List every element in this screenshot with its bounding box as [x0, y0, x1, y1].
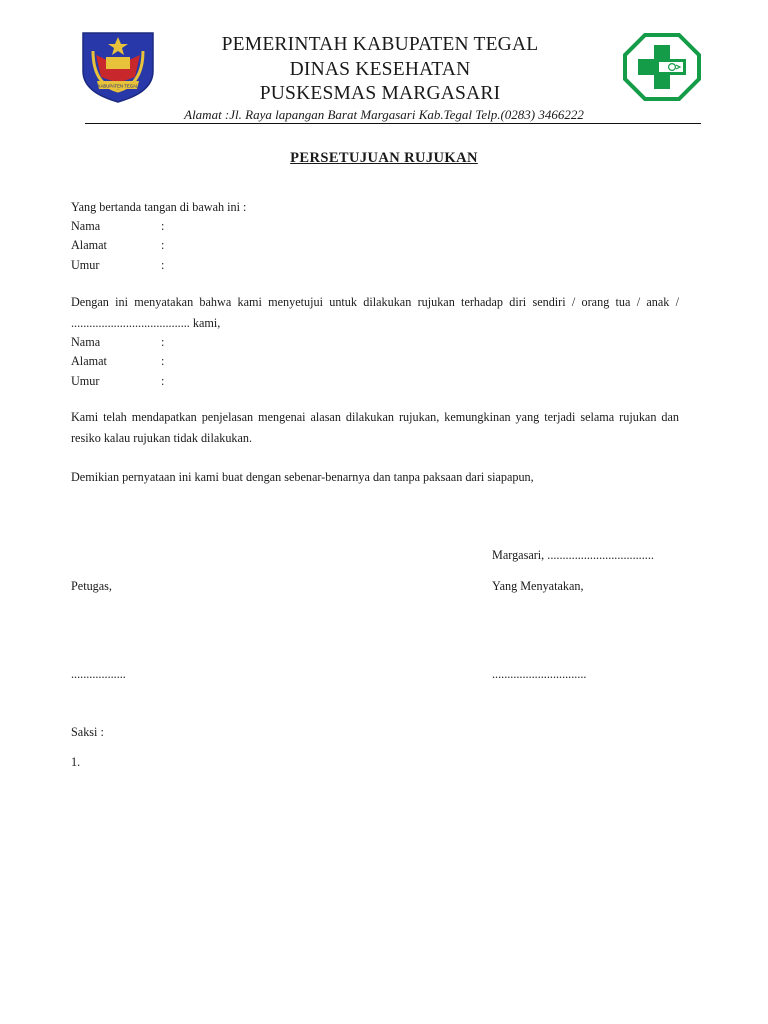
field-label: Nama: [71, 335, 101, 349]
witness-label: Saksi :: [71, 725, 104, 739]
emblem-text: KABUPATEN TEGAL: [97, 83, 139, 89]
witness-item: 1.: [71, 755, 81, 769]
explanation-paragraph: Kami telah mendapatkan penjelasan mengenai alasan dilakukan rujukan, kemungkinan yang terjadi selama rujukan dan resiko kalau rujukan tidak dilakukan.: [71, 410, 679, 445]
officer-signature-line: ..................: [71, 667, 126, 681]
header-government: PEMERINTAH KABUPATEN TEGAL: [221, 34, 539, 55]
field-separator: :: [161, 258, 165, 272]
document-title: PERSETUJUAN RUJUKAN: [290, 150, 478, 166]
place-date: Margasari, ...................................: [492, 548, 654, 562]
field-label: Umur: [71, 374, 100, 388]
kabupaten-tegal-emblem-icon: [79, 31, 157, 103]
field-label: Alamat: [71, 238, 107, 252]
declarant-label: Yang Menyatakan,: [492, 579, 584, 593]
field-separator: :: [161, 354, 165, 368]
field-separator: :: [161, 219, 165, 233]
address-line: Alamat :Jl. Raya lapangan Barat Margasari Kab.Tegal Telp.(0283) 3466222: [184, 107, 584, 122]
field-label: Alamat: [71, 354, 107, 368]
field-label: Nama: [71, 219, 101, 233]
consent-statement: Dengan ini menyatakan bahwa kami menyetujui untuk dilakukan rujukan terhadap diri sendiri / orang tua / anak / ....................................... kami,: [71, 295, 679, 330]
puskesmas-cross-logo-icon: [623, 33, 701, 101]
header-divider: [85, 123, 701, 124]
closing-statement: Demikian pernyataan ini kami buat dengan sebenar-benarnya dan tanpa paksaan dari siapapun,: [71, 470, 534, 484]
field-separator: :: [161, 374, 165, 388]
officer-label: Petugas,: [71, 579, 112, 593]
header-puskesmas: PUSKESMAS MARGASARI: [259, 83, 501, 104]
field-separator: :: [161, 335, 165, 349]
intro-text: Yang bertanda tangan di bawah ini :: [71, 200, 247, 214]
header-department: DINAS KESEHATAN: [289, 59, 471, 80]
declarant-signature-line: ...............................: [492, 667, 587, 681]
field-label: Umur: [71, 258, 100, 272]
field-separator: :: [161, 238, 165, 252]
